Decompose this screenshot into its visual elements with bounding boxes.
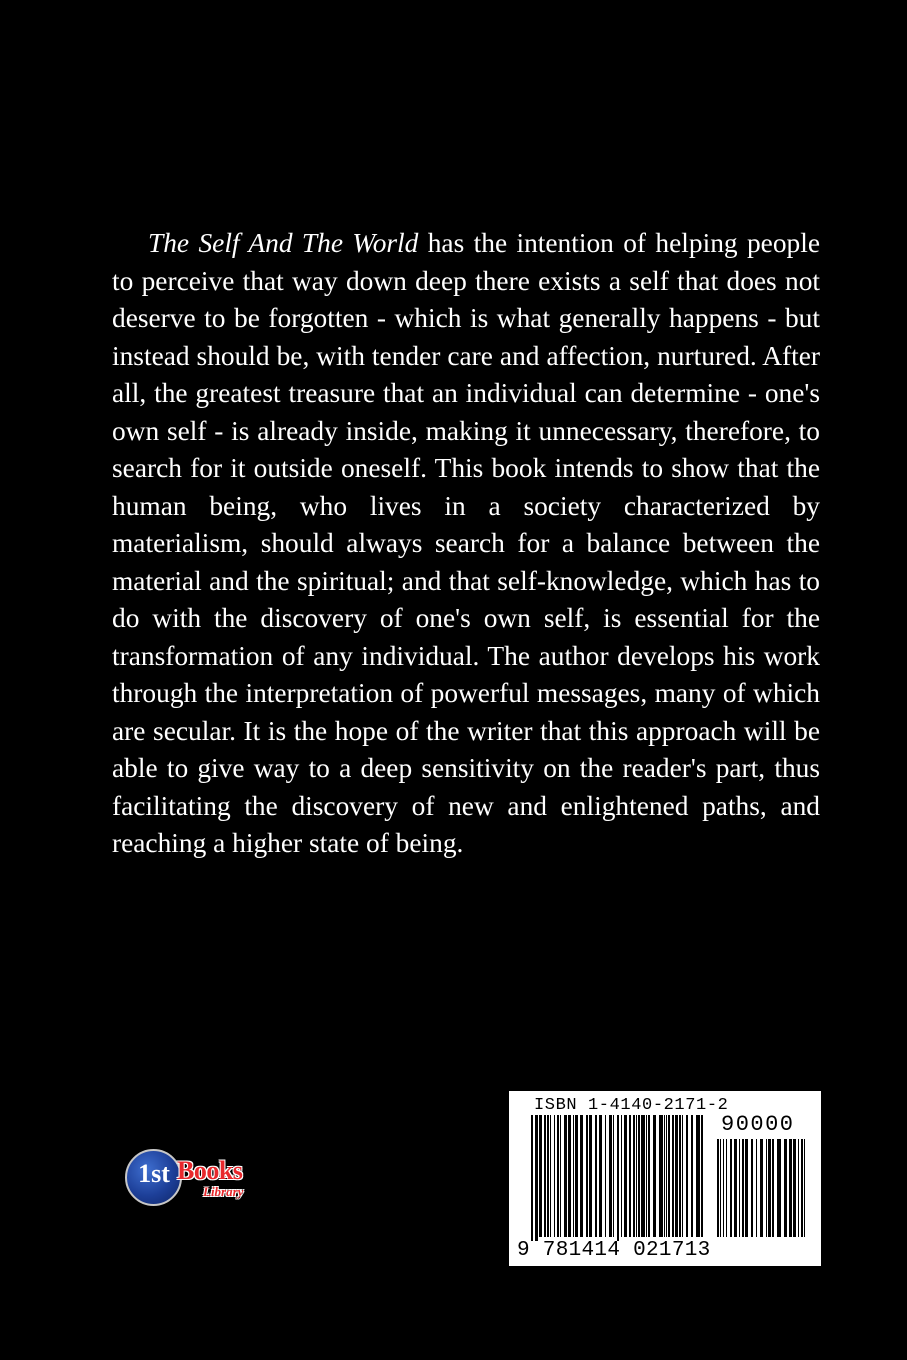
barcode-bar [575, 1115, 578, 1237]
barcode-bar [621, 1115, 622, 1237]
barcode-bar [659, 1115, 663, 1237]
barcode-bar [636, 1115, 637, 1237]
barcode-bar [544, 1115, 546, 1237]
barcode-bar [557, 1115, 559, 1237]
barcode-bar [617, 1115, 619, 1241]
barcode-box [509, 1091, 821, 1266]
barcode-bar [723, 1139, 724, 1237]
barcode-bar [638, 1115, 640, 1237]
barcode-bar [648, 1115, 650, 1237]
barcode-bar [586, 1115, 588, 1237]
barcode-bar [624, 1115, 627, 1237]
barcode-bar [756, 1139, 757, 1237]
book-title: The Self And The World [148, 228, 419, 258]
barcode-bar [793, 1139, 796, 1237]
barcode-bar [531, 1115, 533, 1241]
barcode-bar [760, 1139, 763, 1237]
barcode-bar [535, 1115, 538, 1241]
barcode-bar [777, 1139, 781, 1237]
barcode-bar [573, 1115, 574, 1237]
barcode-bar [609, 1115, 612, 1237]
barcode-bar [772, 1139, 774, 1237]
barcode-bar [734, 1139, 737, 1237]
barcode-bar [696, 1115, 700, 1237]
barcode-bar [717, 1139, 719, 1237]
barcode-bar [686, 1115, 688, 1237]
barcode-bar [730, 1139, 732, 1237]
barcode-bar [554, 1115, 555, 1237]
publisher-logo [125, 1147, 270, 1217]
barcode-bar [742, 1139, 744, 1237]
barcode-bar [605, 1115, 606, 1237]
ean-digits: 9 781414 021713 [517, 1239, 711, 1262]
back-cover-blurb [112, 225, 820, 863]
barcode-bar [751, 1139, 753, 1237]
barcode-bar [599, 1115, 602, 1237]
logo-1st-text: 1st [138, 1159, 170, 1188]
barcode-bar [580, 1115, 583, 1237]
logo-books-text: Books [177, 1156, 243, 1185]
barcode-bar [547, 1115, 549, 1237]
price-code: 90000 [721, 1112, 795, 1137]
barcode-bar [664, 1115, 665, 1237]
barcode-bar [739, 1139, 740, 1237]
barcode-bar [720, 1139, 721, 1237]
barcode-bar [668, 1115, 670, 1237]
barcode-bar [804, 1139, 805, 1237]
barcode-bar [595, 1115, 597, 1237]
barcode-bar [784, 1139, 787, 1237]
barcode-bar [766, 1139, 767, 1237]
barcode-bar [613, 1115, 614, 1237]
barcode-bar [691, 1115, 693, 1237]
barcode-bar [539, 1115, 542, 1237]
barcode-bar [701, 1115, 703, 1237]
logo-library-text: Library [203, 1184, 244, 1199]
barcode-bar [550, 1115, 551, 1237]
barcode-bar [789, 1139, 792, 1237]
barcode-bar [679, 1115, 681, 1237]
barcode-bar [768, 1139, 771, 1237]
blurb-text: has the intention of helping people to perceive that way down deep there exists a self that does not deserve to be forgotten - which is what generally happens - but instead should be, with tender care and affection, nurtured. After all, the greatest treasure that an individual can determine - one's own self - is already inside, making it unnecessary, therefore, to search for it outside oneself. This book intends to show that the human being, who lives in a society characterized by materialism, should always search for a balance between the material and the spiritual; and that self-knowledge, which has to do with the discovery of one's own self, is essential for the transformation of any individual. The author develops his work through the interpretation of powerful messages, many of which are secular. It is the hope of the writer that this approach will be able to give way to a deep sensitivity on the reader's part, thus facilitating the discovery of new and enlightened paths, and reaching a higher state of being. [112, 228, 820, 858]
barcode-bar [726, 1139, 727, 1237]
barcode-bar [564, 1115, 567, 1237]
barcode-bar [589, 1115, 592, 1237]
barcode-bar [666, 1115, 667, 1237]
barcode-bar [568, 1115, 571, 1237]
barcode-bar [745, 1139, 748, 1237]
isbn-label: ISBN 1-4140-2171-2 [534, 1096, 729, 1115]
barcode-bar [798, 1139, 799, 1237]
barcode-bar [682, 1115, 683, 1237]
barcode-bar [560, 1115, 561, 1237]
barcode-bar [633, 1115, 635, 1237]
barcode-bar [801, 1139, 803, 1237]
barcode-bar [646, 1115, 647, 1237]
barcode-bar [629, 1115, 631, 1237]
barcode-bar [653, 1115, 656, 1237]
barcode-bar [675, 1115, 678, 1237]
barcode-bar [672, 1115, 674, 1237]
barcode-bar [641, 1115, 645, 1237]
